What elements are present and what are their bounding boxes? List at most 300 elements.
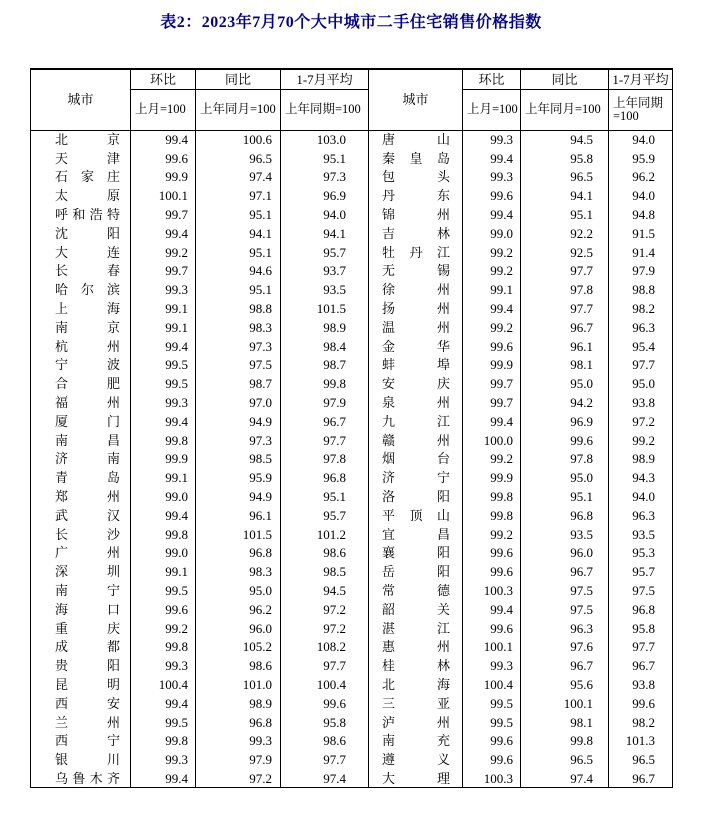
avg-value-cell: 95.0: [609, 374, 673, 393]
city-cell: 福州: [31, 393, 131, 412]
avg-value-cell: 94.1: [281, 224, 369, 243]
mom-value-cell: 99.8: [131, 431, 196, 450]
yoy-value-cell: 95.1: [521, 487, 609, 506]
yoy-value-cell: 97.8: [521, 280, 609, 299]
yoy-value-cell: 98.1: [521, 356, 609, 375]
table-row: [31, 205, 673, 224]
col-header-yoy-right: 同比: [521, 69, 609, 89]
yoy-value-cell: 96.5: [521, 168, 609, 187]
yoy-value-cell: 97.2: [196, 769, 281, 788]
avg-value-cell: 97.5: [609, 581, 673, 600]
avg-value-cell: 98.2: [609, 299, 673, 318]
city-cell: 赣州: [369, 431, 463, 450]
table-row: [31, 224, 673, 243]
city-cell: 大连: [31, 243, 131, 262]
yoy-value-cell: 97.7: [521, 262, 609, 281]
yoy-value-cell: 97.4: [521, 769, 609, 788]
yoy-value-cell: 96.8: [521, 506, 609, 525]
mom-value-cell: 99.7: [131, 262, 196, 281]
yoy-value-cell: 97.1: [196, 186, 281, 205]
yoy-value-cell: 100.1: [521, 694, 609, 713]
mom-value-cell: 99.5: [131, 374, 196, 393]
city-cell: 遵义: [369, 750, 463, 769]
avg-value-cell: 95.1: [281, 487, 369, 506]
yoy-value-cell: 94.2: [521, 393, 609, 412]
avg-value-cell: 91.4: [609, 243, 673, 262]
table-row: [31, 675, 673, 694]
yoy-value-cell: 97.4: [196, 168, 281, 187]
yoy-value-cell: 94.1: [196, 224, 281, 243]
mom-value-cell: 99.3: [463, 656, 521, 675]
mom-value-cell: 99.6: [463, 562, 521, 581]
yoy-value-cell: 94.9: [196, 487, 281, 506]
mom-value-cell: 99.4: [463, 299, 521, 318]
yoy-value-cell: 96.1: [521, 337, 609, 356]
table-header-row-main: [31, 69, 673, 89]
table-row: [31, 337, 673, 356]
yoy-value-cell: 95.8: [521, 149, 609, 168]
avg-value-cell: 99.2: [609, 431, 673, 450]
mom-value-cell: 99.3: [131, 393, 196, 412]
city-cell: 丹东: [369, 186, 463, 205]
yoy-value-cell: 98.8: [196, 299, 281, 318]
yoy-value-cell: 96.3: [521, 619, 609, 638]
city-cell: 西安: [31, 694, 131, 713]
mom-value-cell: 99.4: [131, 224, 196, 243]
yoy-value-cell: 97.6: [521, 638, 609, 657]
col-subheader-avg-left: 上年同期=100: [281, 89, 369, 130]
avg-value-cell: 95.7: [281, 506, 369, 525]
city-cell: 扬州: [369, 299, 463, 318]
avg-value-cell: 101.3: [609, 732, 673, 751]
yoy-value-cell: 95.1: [196, 243, 281, 262]
table-row: [31, 130, 673, 149]
col-header-avg-right: 1-7月平均: [609, 69, 673, 89]
avg-value-cell: 99.6: [281, 694, 369, 713]
avg-value-cell: 96.8: [609, 600, 673, 619]
table-row: [31, 243, 673, 262]
city-cell: 锦州: [369, 205, 463, 224]
city-cell: 乌鲁木齐: [31, 769, 131, 788]
city-cell: 包头: [369, 168, 463, 187]
yoy-value-cell: 96.9: [521, 412, 609, 431]
avg-value-cell: 96.7: [281, 412, 369, 431]
city-cell: 徐州: [369, 280, 463, 299]
avg-value-cell: 97.9: [281, 393, 369, 412]
table-row: [31, 562, 673, 581]
table-row: [31, 769, 673, 788]
avg-value-cell: 99.6: [609, 694, 673, 713]
table-row: [31, 581, 673, 600]
city-cell: 重庆: [31, 619, 131, 638]
avg-value-cell: 97.7: [281, 431, 369, 450]
price-index-table: [30, 68, 673, 788]
table-row: [31, 656, 673, 675]
mom-value-cell: 99.5: [131, 356, 196, 375]
city-cell: 北海: [369, 675, 463, 694]
mom-value-cell: 99.2: [463, 450, 521, 469]
yoy-value-cell: 96.7: [521, 656, 609, 675]
yoy-value-cell: 96.0: [521, 544, 609, 563]
mom-value-cell: 99.4: [131, 506, 196, 525]
mom-value-cell: 99.6: [463, 619, 521, 638]
avg-value-cell: 91.5: [609, 224, 673, 243]
city-cell: 西宁: [31, 732, 131, 751]
col-header-yoy-left: 同比: [196, 69, 281, 89]
avg-value-cell: 97.7: [609, 356, 673, 375]
table-row: [31, 638, 673, 657]
city-cell: 平顶山: [369, 506, 463, 525]
yoy-value-cell: 94.5: [521, 130, 609, 149]
avg-value-cell: 94.0: [609, 130, 673, 149]
avg-value-cell: 94.0: [609, 487, 673, 506]
avg-value-cell: 97.2: [281, 619, 369, 638]
col-header-city-right: 城市: [369, 69, 463, 130]
city-cell: 呼和浩特: [31, 205, 131, 224]
city-cell: 九江: [369, 412, 463, 431]
mom-value-cell: 99.4: [463, 149, 521, 168]
city-cell: 上海: [31, 299, 131, 318]
yoy-value-cell: 98.1: [521, 713, 609, 732]
mom-value-cell: 99.7: [463, 374, 521, 393]
city-cell: 南充: [369, 732, 463, 751]
mom-value-cell: 99.4: [131, 412, 196, 431]
avg-value-cell: 98.8: [609, 280, 673, 299]
avg-value-cell: 96.3: [609, 506, 673, 525]
yoy-value-cell: 97.3: [196, 337, 281, 356]
yoy-value-cell: 93.5: [521, 525, 609, 544]
avg-value-cell: 95.8: [281, 713, 369, 732]
mom-value-cell: 99.5: [463, 713, 521, 732]
city-cell: 金华: [369, 337, 463, 356]
yoy-value-cell: 97.5: [521, 600, 609, 619]
mom-value-cell: 100.0: [463, 431, 521, 450]
mom-value-cell: 100.4: [131, 675, 196, 694]
avg-value-cell: 95.8: [609, 619, 673, 638]
table-row: [31, 356, 673, 375]
yoy-value-cell: 92.2: [521, 224, 609, 243]
avg-value-cell: 94.0: [281, 205, 369, 224]
yoy-value-cell: 98.6: [196, 656, 281, 675]
city-cell: 太原: [31, 186, 131, 205]
yoy-value-cell: 96.8: [196, 544, 281, 563]
mom-value-cell: 99.7: [131, 205, 196, 224]
mom-value-cell: 99.2: [131, 619, 196, 638]
yoy-value-cell: 101.0: [196, 675, 281, 694]
mom-value-cell: 99.8: [131, 638, 196, 657]
col-header-city-left: 城市: [31, 69, 131, 130]
city-cell: 宁波: [31, 356, 131, 375]
city-cell: 泸州: [369, 713, 463, 732]
city-cell: 桂林: [369, 656, 463, 675]
yoy-value-cell: 96.1: [196, 506, 281, 525]
city-cell: 韶关: [369, 600, 463, 619]
city-cell: 安庆: [369, 374, 463, 393]
mom-value-cell: 99.1: [131, 318, 196, 337]
avg-value-cell: 95.7: [281, 243, 369, 262]
yoy-value-cell: 100.6: [196, 130, 281, 149]
city-cell: 温州: [369, 318, 463, 337]
mom-value-cell: 99.1: [131, 299, 196, 318]
avg-value-cell: 93.5: [609, 525, 673, 544]
table-row: [31, 262, 673, 281]
avg-value-cell: 96.2: [609, 168, 673, 187]
table-row: [31, 468, 673, 487]
mom-value-cell: 99.2: [463, 318, 521, 337]
mom-value-cell: 99.8: [463, 487, 521, 506]
city-cell: 常德: [369, 581, 463, 600]
city-cell: 银川: [31, 750, 131, 769]
mom-value-cell: 99.4: [463, 205, 521, 224]
mom-value-cell: 99.1: [131, 468, 196, 487]
table-row: [31, 750, 673, 769]
city-cell: 海口: [31, 600, 131, 619]
yoy-value-cell: 98.3: [196, 318, 281, 337]
mom-value-cell: 100.1: [131, 186, 196, 205]
mom-value-cell: 99.2: [131, 243, 196, 262]
mom-value-cell: 100.3: [463, 769, 521, 788]
avg-value-cell: 96.7: [609, 769, 673, 788]
city-cell: 无锡: [369, 262, 463, 281]
table-row: [31, 412, 673, 431]
yoy-value-cell: 96.7: [521, 562, 609, 581]
avg-value-cell: 95.9: [609, 149, 673, 168]
mom-value-cell: 100.4: [463, 675, 521, 694]
yoy-value-cell: 98.3: [196, 562, 281, 581]
table-row: [31, 149, 673, 168]
mom-value-cell: 99.6: [463, 732, 521, 751]
city-cell: 南京: [31, 318, 131, 337]
mom-value-cell: 99.2: [463, 525, 521, 544]
table-body: [31, 130, 673, 788]
table-row: [31, 487, 673, 506]
yoy-value-cell: 95.6: [521, 675, 609, 694]
table-row: [31, 619, 673, 638]
avg-value-cell: 98.4: [281, 337, 369, 356]
yoy-value-cell: 95.0: [521, 468, 609, 487]
city-cell: 襄阳: [369, 544, 463, 563]
avg-value-cell: 97.2: [609, 412, 673, 431]
mom-value-cell: 99.1: [131, 562, 196, 581]
table-row: [31, 280, 673, 299]
yoy-value-cell: 99.6: [521, 431, 609, 450]
avg-value-cell: 98.6: [281, 732, 369, 751]
mom-value-cell: 99.4: [463, 412, 521, 431]
mom-value-cell: 100.1: [463, 638, 521, 657]
yoy-value-cell: 99.3: [196, 732, 281, 751]
yoy-value-cell: 96.7: [521, 318, 609, 337]
avg-value-cell: 101.2: [281, 525, 369, 544]
avg-value-cell: 95.1: [281, 149, 369, 168]
table-row: [31, 186, 673, 205]
avg-value-cell: 94.8: [609, 205, 673, 224]
table-row: [31, 168, 673, 187]
table-row: [31, 450, 673, 469]
avg-value-cell: 100.4: [281, 675, 369, 694]
mom-value-cell: 99.2: [463, 262, 521, 281]
mom-value-cell: 99.4: [463, 600, 521, 619]
city-cell: 成都: [31, 638, 131, 657]
yoy-value-cell: 95.0: [521, 374, 609, 393]
col-header-avg-left: 1-7月平均: [281, 69, 369, 89]
mom-value-cell: 99.8: [131, 525, 196, 544]
mom-value-cell: 99.7: [463, 393, 521, 412]
mom-value-cell: 99.4: [131, 769, 196, 788]
avg-value-cell: 94.0: [609, 186, 673, 205]
mom-value-cell: 99.3: [131, 280, 196, 299]
yoy-value-cell: 92.5: [521, 243, 609, 262]
table-row: [31, 431, 673, 450]
mom-value-cell: 99.8: [463, 506, 521, 525]
avg-value-cell: 96.5: [609, 750, 673, 769]
mom-value-cell: 99.2: [463, 243, 521, 262]
yoy-value-cell: 94.9: [196, 412, 281, 431]
yoy-value-cell: 97.3: [196, 431, 281, 450]
city-cell: 武汉: [31, 506, 131, 525]
table-row: [31, 393, 673, 412]
table-row: [31, 525, 673, 544]
city-cell: 青岛: [31, 468, 131, 487]
mom-value-cell: 99.4: [131, 337, 196, 356]
city-cell: 深圳: [31, 562, 131, 581]
avg-value-cell: 97.4: [281, 769, 369, 788]
yoy-value-cell: 95.1: [521, 205, 609, 224]
city-cell: 宜昌: [369, 525, 463, 544]
yoy-value-cell: 97.8: [521, 450, 609, 469]
city-cell: 济南: [31, 450, 131, 469]
col-subheader-yoy-left: 上年同月=100: [196, 89, 281, 130]
mom-value-cell: 99.9: [463, 356, 521, 375]
avg-value-cell: 95.7: [609, 562, 673, 581]
yoy-value-cell: 96.5: [521, 750, 609, 769]
city-cell: 合肥: [31, 374, 131, 393]
avg-value-cell: 98.9: [609, 450, 673, 469]
mom-value-cell: 99.5: [131, 581, 196, 600]
avg-value-cell: 98.2: [609, 713, 673, 732]
avg-value-cell: 95.4: [609, 337, 673, 356]
mom-value-cell: 99.0: [463, 224, 521, 243]
col-header-mom-right: 环比: [463, 69, 521, 89]
city-cell: 岳阳: [369, 562, 463, 581]
mom-value-cell: 99.9: [131, 450, 196, 469]
avg-value-cell: 93.8: [609, 675, 673, 694]
mom-value-cell: 99.9: [463, 468, 521, 487]
avg-value-cell: 93.5: [281, 280, 369, 299]
avg-value-cell: 103.0: [281, 130, 369, 149]
yoy-value-cell: 105.2: [196, 638, 281, 657]
page-title: 表2：2023年7月70个大中城市二手住宅销售价格指数: [160, 14, 542, 31]
city-cell: 兰州: [31, 713, 131, 732]
mom-value-cell: 99.6: [131, 600, 196, 619]
city-cell: 贵阳: [31, 656, 131, 675]
table-header: [31, 69, 673, 130]
city-cell: 天津: [31, 149, 131, 168]
mom-value-cell: 99.6: [463, 544, 521, 563]
city-cell: 北京: [31, 130, 131, 149]
avg-value-cell: 97.3: [281, 168, 369, 187]
city-cell: 洛阳: [369, 487, 463, 506]
yoy-value-cell: 95.1: [196, 205, 281, 224]
city-cell: 蚌埠: [369, 356, 463, 375]
mom-value-cell: 99.9: [131, 168, 196, 187]
city-cell: 吉林: [369, 224, 463, 243]
avg-value-cell: 97.7: [281, 656, 369, 675]
yoy-value-cell: 96.5: [196, 149, 281, 168]
city-cell: 大理: [369, 769, 463, 788]
col-header-mom-left: 环比: [131, 69, 196, 89]
avg-value-cell: 108.2: [281, 638, 369, 657]
mom-value-cell: 99.4: [131, 130, 196, 149]
avg-value-cell: 94.5: [281, 581, 369, 600]
yoy-value-cell: 96.8: [196, 713, 281, 732]
table-row: [31, 374, 673, 393]
avg-value-cell: 96.9: [281, 186, 369, 205]
mom-value-cell: 99.5: [463, 694, 521, 713]
table-row: [31, 600, 673, 619]
city-cell: 长春: [31, 262, 131, 281]
avg-value-cell: 96.7: [609, 656, 673, 675]
yoy-value-cell: 98.7: [196, 374, 281, 393]
city-cell: 湛江: [369, 619, 463, 638]
avg-value-cell: 96.8: [281, 468, 369, 487]
city-cell: 牡丹江: [369, 243, 463, 262]
yoy-value-cell: 101.5: [196, 525, 281, 544]
mom-value-cell: 99.3: [131, 750, 196, 769]
col-subheader-avg-right: 上年同期=100: [609, 89, 673, 130]
city-cell: 烟台: [369, 450, 463, 469]
yoy-value-cell: 99.8: [521, 732, 609, 751]
yoy-value-cell: 98.5: [196, 450, 281, 469]
city-cell: 惠州: [369, 638, 463, 657]
avg-value-cell: 98.7: [281, 356, 369, 375]
avg-value-cell: 93.7: [281, 262, 369, 281]
city-cell: 哈尔滨: [31, 280, 131, 299]
avg-value-cell: 98.6: [281, 544, 369, 563]
table-row: [31, 506, 673, 525]
table-row: [31, 732, 673, 751]
avg-value-cell: 97.2: [281, 600, 369, 619]
mom-value-cell: 99.3: [463, 130, 521, 149]
table-row: [31, 299, 673, 318]
mom-value-cell: 99.8: [131, 732, 196, 751]
city-cell: 长沙: [31, 525, 131, 544]
avg-value-cell: 97.7: [281, 750, 369, 769]
yoy-value-cell: 98.9: [196, 694, 281, 713]
yoy-value-cell: 95.9: [196, 468, 281, 487]
avg-value-cell: 97.8: [281, 450, 369, 469]
yoy-value-cell: 97.9: [196, 750, 281, 769]
city-cell: 厦门: [31, 412, 131, 431]
city-cell: 泉州: [369, 393, 463, 412]
city-cell: 三亚: [369, 694, 463, 713]
col-subheader-mom-left: 上月=100: [131, 89, 196, 130]
city-cell: 杭州: [31, 337, 131, 356]
table-row: [31, 544, 673, 563]
mom-value-cell: 99.4: [131, 694, 196, 713]
avg-value-cell: 99.8: [281, 374, 369, 393]
yoy-value-cell: 94.6: [196, 262, 281, 281]
mom-value-cell: 99.6: [463, 337, 521, 356]
avg-value-cell: 98.9: [281, 318, 369, 337]
yoy-value-cell: 97.0: [196, 393, 281, 412]
avg-value-cell: 93.8: [609, 393, 673, 412]
mom-value-cell: 99.0: [131, 487, 196, 506]
avg-value-cell: 97.9: [609, 262, 673, 281]
table-row: [31, 713, 673, 732]
city-cell: 广州: [31, 544, 131, 563]
city-cell: 唐山: [369, 130, 463, 149]
yoy-value-cell: 95.0: [196, 581, 281, 600]
